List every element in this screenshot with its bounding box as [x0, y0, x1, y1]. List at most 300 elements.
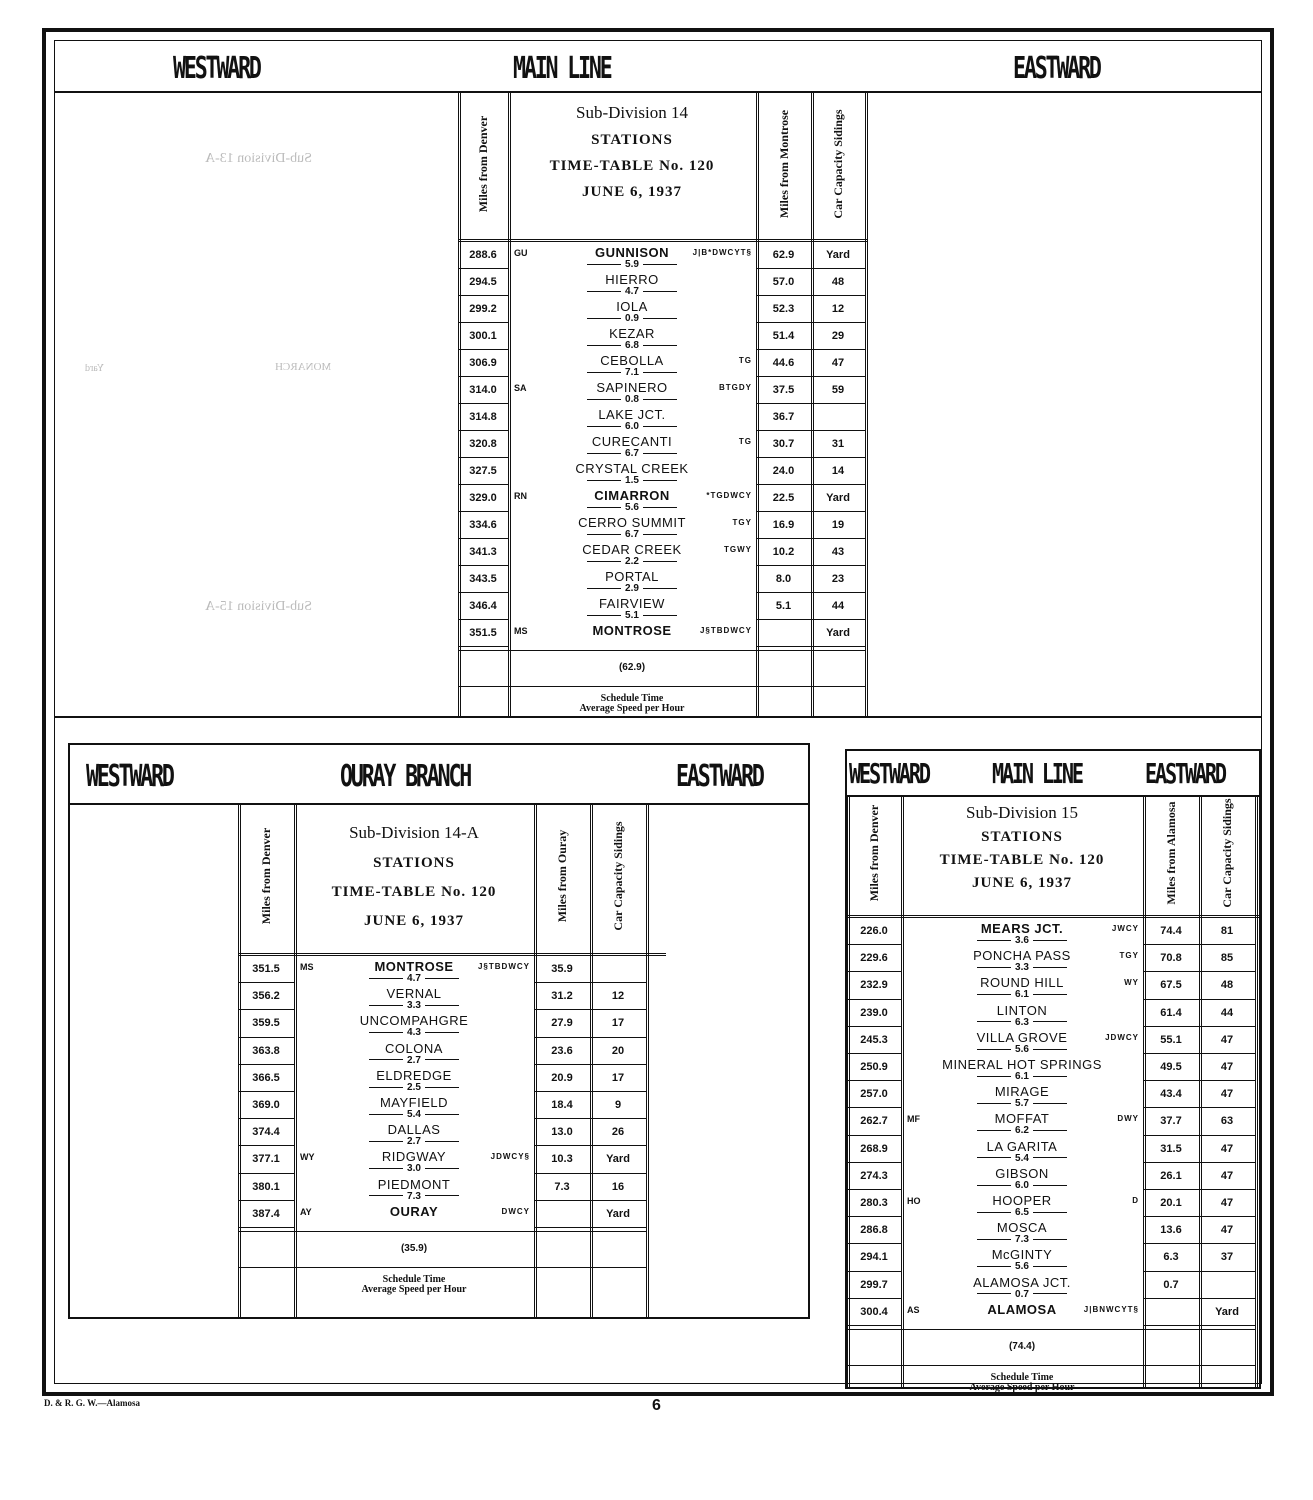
miles-to-value: 36.7: [772, 411, 795, 423]
station-facilities: BTGDY: [719, 383, 752, 392]
capacity-value: 81: [1220, 925, 1234, 937]
miles-from-value: 387.4: [252, 1207, 280, 1220]
miles-from-value: 268.9: [860, 1142, 888, 1155]
station-name: MEARS JCT.: [980, 921, 1064, 936]
capacity-value: 19: [831, 519, 845, 531]
row-rule: [1143, 1189, 1255, 1190]
row-rule: [1143, 1325, 1255, 1326]
sub14-col-capacity: Car Capacity Sidings: [831, 109, 845, 219]
row-rule: [1143, 999, 1255, 1000]
miles-from-value: 300.4: [860, 1305, 888, 1318]
capacity-value: 16: [611, 1180, 625, 1193]
miles-from-value: 257.0: [860, 1088, 888, 1101]
capacity-value: 43: [831, 546, 845, 558]
station-facilities: DWY: [1117, 1114, 1139, 1124]
station-name: HIERRO: [605, 272, 659, 287]
distance-to-next: 5.1: [508, 610, 756, 621]
row-rule: [847, 1298, 901, 1299]
sub14-total-rule: [458, 686, 865, 687]
miles-to-value: 44.6: [772, 357, 795, 369]
station-name: OURAY: [389, 1203, 439, 1219]
station-facilities: TGY: [1119, 951, 1139, 961]
sub14-title-block: [508, 103, 756, 201]
station-name: CURECANTI: [591, 434, 673, 449]
sub15-header-westward: WESTWARD: [849, 757, 929, 790]
capacity-value: 29: [831, 330, 845, 342]
station-code: GU: [514, 248, 528, 258]
miles-from-value: 306.9: [469, 357, 497, 369]
station-name: GIBSON: [995, 1165, 1049, 1181]
station-name: IOLA: [616, 299, 648, 314]
ouray-header: [70, 745, 808, 805]
station-name: FAIRVIEW: [599, 596, 665, 611]
row-rule: [847, 1189, 901, 1190]
capacity-value: 85: [1220, 952, 1234, 965]
sub14-header-rule: [458, 239, 868, 242]
sub15-header: [847, 751, 1259, 797]
station-name: CIMARRON: [594, 488, 670, 503]
miles-to-value: 8.0: [775, 573, 792, 585]
station-code: SA: [514, 383, 527, 393]
sub15-total-rule: [847, 1365, 1255, 1366]
sub15-col-capacity: Car Capacity Sidings: [1220, 798, 1234, 908]
row-rule: [1143, 1271, 1255, 1272]
miles-from-value: 334.6: [469, 519, 497, 531]
distance-to-next: 4.7: [294, 973, 534, 984]
capacity-value: 59: [831, 384, 845, 396]
miles-from-value: 288.6: [469, 249, 497, 261]
distance-to-next: 3.3: [294, 1000, 534, 1011]
row-rule: [458, 592, 508, 593]
station-name: MINERAL HOT SPRINGS: [942, 1057, 1102, 1072]
station-name: ALAMOSA JCT.: [973, 1274, 1071, 1290]
sub14-col-miles-from: Miles from Denver: [476, 115, 490, 213]
row-rule: [458, 322, 508, 323]
row-rule: [238, 1091, 294, 1092]
page-number: 6: [652, 1397, 661, 1414]
station-code: AY: [300, 1206, 312, 1217]
station-name: MAYFIELD: [379, 1095, 449, 1110]
miles-to-value: 7.3: [554, 1180, 570, 1193]
ouray-header-eastward: EASTWARD: [676, 759, 763, 794]
station-name: CEDAR CREEK: [582, 542, 682, 557]
header-eastward: EASTWARD: [1013, 51, 1100, 86]
station-name: LAKE JCT.: [598, 407, 666, 422]
capacity-value: 12: [831, 303, 845, 315]
miles-from-value: 294.5: [469, 276, 497, 288]
row-rule: [238, 1200, 294, 1201]
row-rule: [238, 982, 294, 983]
miles-to-value: 49.5: [1160, 1061, 1182, 1073]
miles-from-value: 239.0: [860, 1006, 888, 1019]
capacity-value: 47: [1220, 1224, 1234, 1237]
capacity-value: 48: [1220, 979, 1234, 992]
sub15-timetable-number: TIME-TABLE No. 120: [939, 852, 1105, 868]
row-rule: [1143, 1216, 1255, 1217]
miles-to-value: 35.9: [551, 963, 573, 975]
capacity-value: Yard: [606, 1207, 630, 1220]
row-rule: [458, 484, 508, 485]
row-rule: [756, 403, 865, 404]
ouray-subdivision-title: Sub-Division 14-A: [349, 823, 479, 842]
miles-to-value: 70.8: [1160, 952, 1182, 965]
miles-from-value: 343.5: [469, 573, 497, 585]
station-facilities: J|BNWCYT§: [1083, 1304, 1139, 1314]
row-rule: [756, 349, 865, 350]
sub15-header-main-line: MAIN LINE: [992, 757, 1082, 790]
row-rule: [458, 538, 508, 539]
capacity-value: Yard: [826, 627, 850, 639]
row-rule: [847, 1026, 901, 1027]
station-facilities: *TGDWCY: [706, 491, 752, 500]
sub15-stations-label: STATIONS: [981, 829, 1063, 845]
sub14-footer-block: [508, 694, 756, 714]
capacity-value: Yard: [606, 1153, 630, 1166]
subdivision-15-box: [845, 749, 1261, 1393]
miles-from-value: 380.1: [252, 1180, 280, 1193]
miles-to-value: 13.0: [551, 1126, 573, 1139]
capacity-value: Yard: [826, 249, 850, 261]
station-name: GUNNISON: [594, 245, 670, 260]
ouray-branch-box: [68, 743, 810, 1319]
miles-to-value: 67.5: [1160, 979, 1182, 992]
miles-to-value: 10.3: [551, 1153, 573, 1166]
station-facilities: D: [1132, 1196, 1139, 1205]
station-facilities: DWCY: [501, 1206, 530, 1216]
ouray-footer-block: [294, 1275, 534, 1295]
row-rule: [847, 1107, 901, 1108]
station-name: SAPINERO: [596, 380, 668, 395]
ouray-rows-end-rule: [238, 1231, 646, 1232]
station-facilities: WY: [1124, 978, 1139, 988]
miles-from-value: 286.8: [860, 1224, 888, 1237]
miles-from-value: 299.7: [860, 1278, 888, 1291]
miles-to-value: 57.0: [772, 276, 795, 288]
station-code: WY: [300, 1152, 315, 1163]
row-rule: [1143, 971, 1255, 972]
station-facilities: J|B*DWCYT§: [692, 248, 752, 257]
station-facilities: TGY: [732, 518, 752, 527]
capacity-value: 47: [1220, 1197, 1234, 1209]
sub15-col-miles-to: Miles from Alamosa: [1164, 801, 1178, 905]
capacity-value: 37: [1220, 1251, 1234, 1264]
faint-text-subdiv-15a: Sub-Division 15-A: [205, 599, 312, 614]
station-name: PONCHA PASS: [973, 948, 1071, 964]
row-rule: [534, 1091, 646, 1092]
row-rule: [534, 1200, 646, 1201]
row-rule: [534, 1009, 646, 1010]
miles-to-value: 62.9: [772, 249, 795, 261]
distance-to-next: 3.0: [294, 1163, 534, 1174]
miles-to-value: 16.9: [772, 519, 795, 531]
distance-to-next: 6.0: [901, 1180, 1143, 1191]
miles-from-value: 232.9: [860, 979, 888, 992]
ouray-col-capacity: Car Capacity Sidings: [611, 821, 625, 931]
miles-from-value: 369.0: [252, 1099, 280, 1111]
miles-from-value: 226.0: [860, 925, 888, 937]
miles-from-value: 314.0: [469, 384, 497, 396]
row-rule: [756, 592, 865, 593]
sub15-rows-end-rule: [847, 1329, 1255, 1330]
miles-to-value: 37.7: [1160, 1115, 1182, 1128]
row-rule: [238, 1173, 294, 1174]
sub14-timetable-date: JUNE 6, 1937: [582, 184, 682, 200]
row-rule: [847, 1053, 901, 1054]
miles-to-value: 30.7: [772, 438, 795, 450]
ouray-header-rule: [238, 953, 666, 956]
miles-from-value: 356.2: [252, 990, 280, 1003]
section-divider: [55, 716, 1261, 718]
miles-from-value: 250.9: [860, 1061, 888, 1073]
distance-to-next: 2.7: [294, 1136, 534, 1147]
row-rule: [756, 295, 865, 296]
station-code: MS: [514, 626, 528, 636]
ouray-average-speed: Average Speed per Hour: [361, 1284, 467, 1295]
sub14-stations-label: STATIONS: [591, 132, 673, 148]
miles-from-value: 229.6: [860, 952, 888, 965]
miles-from-value: 262.7: [860, 1115, 888, 1128]
distance-to-next: 4.3: [294, 1027, 534, 1038]
capacity-value: 47: [1220, 1169, 1234, 1182]
faint-text-subdiv-13a: Sub-Division 13-A: [205, 151, 312, 166]
capacity-value: 63: [1220, 1115, 1234, 1128]
miles-to-value: 31.2: [551, 990, 573, 1003]
miles-from-value: 320.8: [469, 438, 497, 450]
station-name: ELDREDGE: [376, 1067, 452, 1083]
capacity-value: 14: [831, 465, 845, 477]
page-inner: [54, 40, 1262, 1393]
distance-to-next: 6.8: [508, 340, 756, 351]
row-rule: [238, 1227, 294, 1228]
station-facilities: TG: [738, 437, 752, 446]
row-rule: [458, 403, 508, 404]
sub15-col-miles-from: Miles from Denver: [867, 804, 881, 902]
footer-railroad-name: D. & R. G. W.—Alamosa: [44, 1398, 141, 1408]
distance-to-next: 5.9: [508, 259, 756, 270]
sub14-subdivision-title: Sub-Division 14: [576, 103, 688, 122]
station-name: MOFFAT: [994, 1111, 1050, 1127]
row-rule: [756, 484, 865, 485]
miles-from-value: 245.3: [860, 1033, 888, 1046]
row-rule: [1143, 944, 1255, 945]
sub14-rows-end-rule: [458, 650, 865, 651]
row-rule: [756, 646, 865, 647]
row-rule: [1143, 1053, 1255, 1054]
row-rule: [458, 619, 508, 620]
distance-to-next: 5.6: [901, 1261, 1143, 1272]
miles-from-value: 346.4: [469, 600, 497, 612]
row-rule: [534, 1037, 646, 1038]
ouray-col-miles-from: Miles from Denver: [259, 827, 273, 925]
distance-to-next: 5.4: [901, 1153, 1143, 1164]
distance-to-next: 6.7: [508, 448, 756, 459]
station-facilities: TGWY: [724, 545, 752, 554]
row-rule: [847, 1162, 901, 1163]
row-rule: [534, 1118, 646, 1119]
miles-from-value: 377.1: [252, 1153, 280, 1166]
miles-from-value: 294.1: [860, 1251, 888, 1264]
station-name: RIDGWAY: [381, 1149, 447, 1165]
miles-to-value: 13.6: [1160, 1224, 1182, 1237]
sub15-header-rule: [847, 915, 1259, 918]
distance-to-next: 1.5: [508, 475, 756, 486]
capacity-value: 47: [1220, 1033, 1234, 1046]
ouray-schedule-time: Schedule Time: [382, 1274, 446, 1285]
distance-to-next: 0.9: [508, 313, 756, 324]
row-rule: [847, 1243, 901, 1244]
miles-to-value: 0.7: [1163, 1278, 1179, 1291]
miles-to-value: 18.4: [551, 1099, 573, 1111]
miles-to-value: 61.4: [1160, 1006, 1182, 1019]
row-rule: [756, 565, 865, 566]
top-header: [55, 41, 1261, 93]
page-border: [42, 28, 1274, 1396]
row-rule: [458, 457, 508, 458]
capacity-value: 44: [1220, 1006, 1234, 1019]
distance-to-next: 6.5: [901, 1207, 1143, 1218]
station-facilities: JDWCY§: [490, 1152, 530, 1162]
miles-from-value: 374.4: [252, 1126, 280, 1139]
distance-to-next: 6.2: [901, 1125, 1143, 1136]
capacity-value: 20: [611, 1044, 625, 1057]
miles-from-value: 359.5: [252, 1017, 280, 1030]
station-name: MONTROSE: [374, 959, 454, 974]
station-name: HOOPER: [992, 1193, 1052, 1208]
capacity-value: 17: [611, 1017, 625, 1030]
row-rule: [238, 1037, 294, 1038]
distance-to-next: 6.0: [508, 421, 756, 432]
row-rule: [756, 538, 865, 539]
subdivision-14-table: [458, 93, 868, 716]
miles-from-value: 327.5: [469, 465, 497, 477]
station-code: RN: [514, 491, 527, 501]
distance-to-next: 7.3: [901, 1234, 1143, 1245]
sub14-total-miles: (62.9): [618, 662, 646, 673]
ouray-stations-label: STATIONS: [373, 855, 455, 871]
row-rule: [1143, 1243, 1255, 1244]
capacity-value: Yard: [1215, 1305, 1239, 1318]
station-facilities: JDWCY: [1105, 1032, 1139, 1042]
station-name: CERRO SUMMIT: [578, 515, 686, 530]
miles-to-value: 5.1: [775, 600, 792, 612]
distance-to-next: 2.2: [508, 556, 756, 567]
miles-to-value: 6.3: [1163, 1251, 1179, 1264]
row-rule: [1143, 1298, 1255, 1299]
ouray-title-block: [294, 823, 534, 930]
station-facilities: J§TBDWCY: [699, 626, 752, 635]
capacity-value: 12: [611, 990, 625, 1003]
row-rule: [238, 1145, 294, 1146]
station-name: COLONA: [385, 1040, 443, 1056]
row-rule: [847, 1325, 901, 1326]
miles-to-value: 52.3: [772, 303, 795, 315]
ouray-timetable-date: JUNE 6, 1937: [364, 913, 464, 929]
station-code: MF: [907, 1114, 920, 1125]
distance-to-next: 5.7: [901, 1098, 1143, 1109]
sub14-average-speed: Average Speed per Hour: [579, 703, 685, 714]
distance-to-next: 5.6: [508, 502, 756, 513]
station-name: VILLA GROVE: [976, 1029, 1068, 1045]
row-rule: [847, 999, 901, 1000]
sub15-footer-block: [901, 1373, 1143, 1393]
station-name: DALLAS: [387, 1122, 441, 1138]
station-facilities: J§TBDWCY: [477, 962, 530, 971]
capacity-value: 26: [611, 1126, 625, 1139]
capacity-value: 47: [831, 357, 845, 369]
miles-from-value: 300.1: [469, 330, 497, 342]
miles-from-value: 274.3: [860, 1169, 888, 1182]
row-rule: [458, 565, 508, 566]
miles-to-value: 51.4: [772, 330, 795, 342]
station-facilities: TG: [738, 356, 752, 365]
ouray-col-miles-to: Miles from Ouray: [555, 829, 569, 923]
capacity-value: 47: [1220, 1061, 1234, 1073]
miles-to-value: 74.4: [1160, 925, 1182, 937]
sub15-title-block: [901, 803, 1143, 892]
miles-from-value: 351.5: [469, 627, 497, 639]
sub14-col-miles-to: Miles from Montrose: [776, 109, 791, 219]
distance-to-next: 7.3: [294, 1191, 534, 1202]
miles-to-value: 22.5: [772, 492, 795, 504]
capacity-value: Yard: [826, 492, 850, 504]
miles-to-value: 31.5: [1160, 1142, 1182, 1155]
miles-to-value: 20.1: [1160, 1197, 1182, 1209]
ouray-timetable-number: TIME-TABLE No. 120: [331, 884, 497, 900]
miles-to-value: 55.1: [1160, 1033, 1182, 1046]
row-rule: [756, 619, 865, 620]
miles-from-value: 329.0: [469, 492, 497, 504]
distance-to-next: 6.7: [508, 529, 756, 540]
row-rule: [238, 1064, 294, 1065]
row-rule: [238, 1118, 294, 1119]
miles-from-value: 314.8: [469, 411, 497, 423]
row-rule: [847, 971, 901, 972]
miles-to-value: 26.1: [1160, 1169, 1182, 1182]
station-name: VERNAL: [386, 986, 442, 1002]
distance-to-next: 5.6: [901, 1044, 1143, 1055]
capacity-value: 17: [611, 1071, 625, 1084]
distance-to-next: 2.5: [294, 1082, 534, 1093]
faint-text-monarch: MONARCH: [275, 361, 332, 373]
sub15-timetable-date: JUNE 6, 1937: [972, 875, 1072, 891]
sub15-subdivision-title: Sub-Division 15: [966, 803, 1078, 822]
distance-to-next: 4.7: [508, 286, 756, 297]
capacity-value: 44: [831, 600, 845, 612]
station-code: AS: [907, 1304, 920, 1315]
station-name: PORTAL: [605, 569, 659, 584]
row-rule: [1143, 1080, 1255, 1081]
station-name: CEBOLLA: [600, 353, 664, 368]
capacity-value: 23: [831, 573, 845, 585]
distance-to-next: 6.1: [901, 1071, 1143, 1082]
miles-from-value: 363.8: [252, 1044, 280, 1057]
ouray-header-westward: WESTWARD: [86, 759, 173, 794]
distance-to-next: 3.6: [901, 935, 1143, 946]
station-name: McGINTY: [991, 1247, 1053, 1263]
row-rule: [458, 295, 508, 296]
station-name: MIRAGE: [994, 1084, 1050, 1100]
row-rule: [458, 268, 508, 269]
miles-to-value: 10.2: [772, 546, 795, 558]
capacity-value: 47: [1220, 1088, 1234, 1101]
miles-from-value: 341.3: [469, 546, 497, 558]
miles-from-value: 280.3: [860, 1197, 888, 1209]
row-rule: [458, 376, 508, 377]
sub15-header-eastward: EASTWARD: [1145, 757, 1225, 790]
sub14-timetable-number: TIME-TABLE No. 120: [549, 158, 715, 174]
miles-from-value: 299.2: [469, 303, 497, 315]
header-westward: WESTWARD: [173, 51, 260, 86]
